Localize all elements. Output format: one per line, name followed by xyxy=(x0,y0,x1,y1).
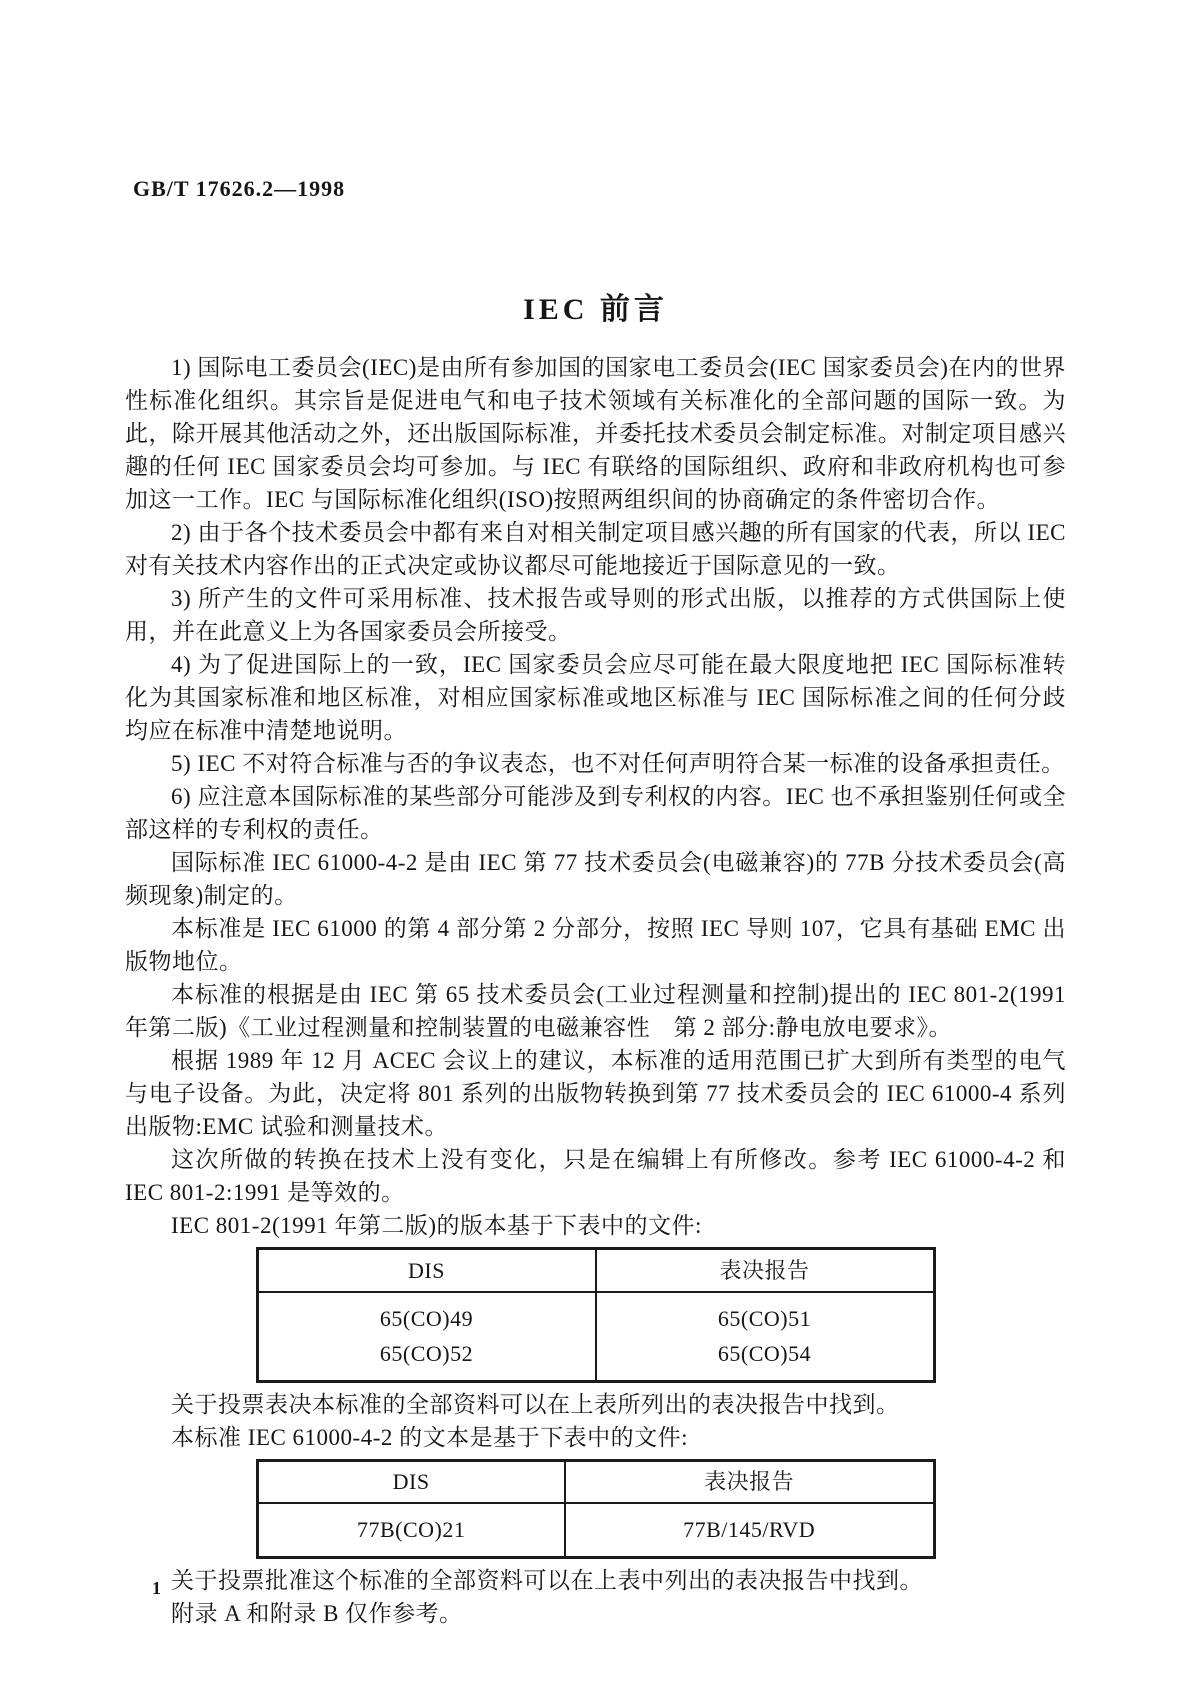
paragraph-table2-intro: 本标准 IEC 61000-4-2 的文本是基于下表中的文件: xyxy=(171,1424,689,1450)
table-row xyxy=(257,1292,934,1336)
paragraph-iec-5: 5) IEC 不对符合标准与否的争议表态，也不对任何声明符合某一标准的设备承担责任。 xyxy=(171,751,1065,776)
table2-cell-r1c2: 77B/145/RVD xyxy=(565,1503,934,1558)
table2-cell-r1c1: 77B(CO)21 xyxy=(356,1517,466,1542)
paragraph-iec-3: 3) 所产生的文件可采用标准、技术报告或导则的形式出版，以推荐的方式供国际上使用，并在此意义上为各国家委员会所接受。 xyxy=(125,586,1066,644)
paragraph-iec-4: 4) 为了促进国际上的一致，IEC 国家委员会应尽可能在最大限度地把 IEC 国际标准转化为其国家标准和地区标准，对相应国家标准或地区标准与 IEC 国际标准之间的任何分歧均应在标准中清楚地说明。 xyxy=(125,652,1066,743)
paragraph-iec-6: 6) 应注意本国际标准的某些部分可能涉及到专利权的内容。IEC 也不承担鉴别任何或全部这样的专利权的责任。 xyxy=(125,784,1066,842)
table1-header-report: 表决报告 xyxy=(596,1249,935,1292)
document-body xyxy=(125,351,1066,1630)
table-row xyxy=(257,1336,934,1382)
page-number: 1 xyxy=(152,1578,161,1598)
table2-header-report: 表决报告 xyxy=(565,1460,934,1503)
table1-cell-r2c1: 65(CO)52 xyxy=(379,1340,474,1366)
standard-number: GB/T 17626.2—1998 xyxy=(133,176,346,201)
paragraph-origin-77b: 国际标准 IEC 61000-4-2 是由 IEC 第 77 技术委员会(电磁兼容)的 77B 分技术委员会(高频现象)制定的。 xyxy=(125,850,1066,908)
table1-cell-r1c1: 65(CO)49 xyxy=(379,1305,474,1331)
paragraph-acec-1989: 根据 1989 年 12 月 ACEC 会议上的建议，本标准的适用范围已扩大到所有类型的电气与电子设备。为此，决定将 801 系列的出版物转换到第 77 技术委员会的 IEC 61000-4 系列出版物:EMC 试验和测量技术。 xyxy=(125,1048,1066,1139)
paragraph-part-4-2: 本标准是 IEC 61000 的第 4 部分第 2 分部分，按照 IEC 导则 107，它具有基础 EMC 出版物地位。 xyxy=(125,916,1066,974)
paragraph-basis-801-2: 本标准的根据是由 IEC 第 65 技术委员会(工业过程测量和控制)提出的 IEC 801-2(1991 年第二版)《工业过程测量和控制装置的电磁兼容性 第 2 部分:静电放电要求》。 xyxy=(125,982,1066,1040)
paragraph-table1-note: 关于投票表决本标准的全部资料可以在上表所列出的表决报告中找到。 xyxy=(171,1391,900,1417)
table-header-row xyxy=(257,1460,934,1503)
table-header-row xyxy=(257,1249,934,1292)
table1-cell-r1c2: 65(CO)51 xyxy=(596,1292,935,1336)
table-row xyxy=(257,1503,934,1558)
table2-header-dis: DIS xyxy=(257,1460,565,1503)
ballot-table-801-2 xyxy=(256,1247,936,1383)
paragraph-table2-note: 关于投票批准这个标准的全部资料可以在上表中列出的表决报告中找到。 xyxy=(171,1568,923,1593)
paragraph-conversion: 这次所做的转换在技术上没有变化，只是在编辑上有所修改。参考 IEC 61000-4-2 和 IEC 801-2:1991 是等效的。 xyxy=(125,1147,1066,1205)
paragraph-iec-2: 2) 由于各个技术委员会中都有来自对相关制定项目感兴趣的所有国家的代表，所以 IEC 对有关技术内容作出的正式决定或协议都尽可能地接近于国际意见的一致。 xyxy=(125,520,1066,578)
paragraph-table1-intro: IEC 801-2(1991 年第二版)的版本基于下表中的文件: xyxy=(171,1213,702,1238)
ballot-table-61000-4-2 xyxy=(256,1459,936,1560)
page-title: IEC 前言 xyxy=(523,293,668,326)
paragraph-annex-note: 附录 A 和附录 B 仅作参考。 xyxy=(171,1601,463,1626)
paragraph-iec-1: 1) 国际电工委员会(IEC)是由所有参加国的国家电工委员会(IEC 国家委员会)在内的世界性标准化组织。其宗旨是促进电气和电子技术领域有关标准化的全部问题的国际一致。为此，除开展其他活动之外，还出版国际标准，并委托技术委员会制定标准。对制定项目感兴趣的任何 IEC 国家委员会均可参加。与 IEC 有联络的国际组织、政府和非政府机构也可参加这一工作。IEC 与国际标准化组织(ISO)按照两组织间的协商确定的条件密切合作。 xyxy=(125,355,1066,512)
table1-cell-r2c2: 65(CO)54 xyxy=(596,1336,935,1382)
table1-header-dis: DIS xyxy=(257,1249,596,1292)
